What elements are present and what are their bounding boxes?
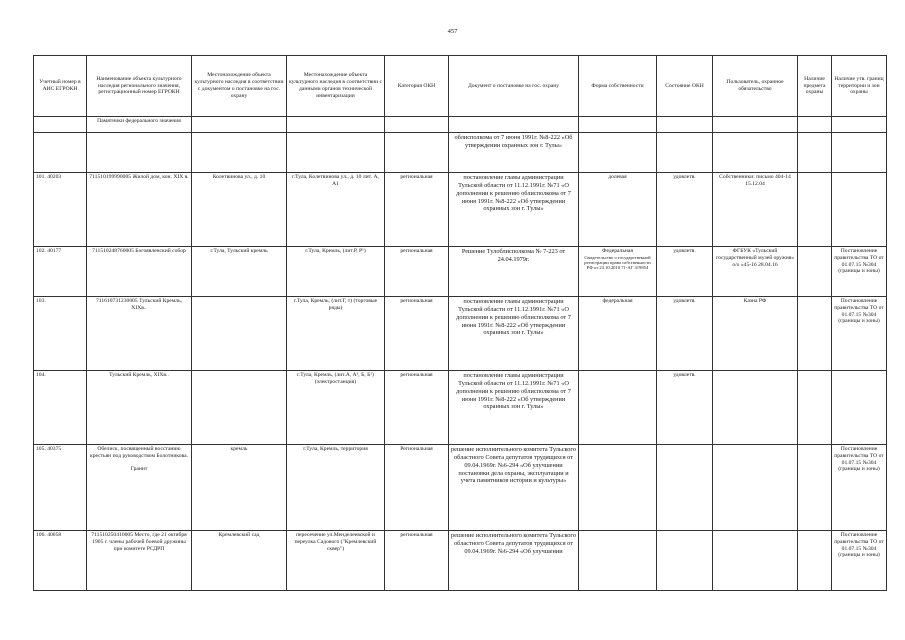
document-cell: постановление главы администрации Тульской области от 11.12.1991г. №71 «О дополнении к решению облисполкома от 7 июня 1991г. №8-222 «Об утверждении охранных зон г. Тулы» — [449, 173, 579, 247]
section-label: Памятники федерального значения — [87, 117, 192, 133]
object-name: Обелиск, посвященный восстанию крестьян под руководством Болотникова. — [89, 446, 188, 459]
table-row: 105. 40375 Обелиск, посвященный восстанию крестьян под руководством Болотникова. Гранит кремль г.Тула, Кремль, территория Региональная решение исполнительного комитета Тульского областного Совета депутатов трудящихся от 09.04.1969г. №6-294 «Об улучшении постановки дела охраны, эксплуатации и учета памятников истории и культуры» Постановление правительства ТО от 01.07.15 №304 (границы и зоны) — [34, 445, 887, 531]
object-name: 711510250410005 Место, где 21 октября 1905 г. члены рабочей боевой дружины при комитете РСДРП — [87, 531, 192, 591]
registration-certificate: Свидетельство о государственной регистрации права собственности РФ от 23.10.2010 71-АГ 319854 — [584, 254, 651, 271]
record-number: 106. 40058 — [34, 531, 87, 591]
document-cell: постановление главы администрации Тульской области от 11.12.1991г. №71 «О дополнении к решению облисполкома от 7 июня 1991г. №8-222 «Об утверждении охранных зон г. Тулы» — [449, 371, 579, 445]
document-cell: облисполкома от 7 июня 1991г. №8-222 «Об утверждении охранных зон г. Тулы» — [449, 133, 579, 173]
header-row — [34, 56, 887, 117]
header-cell: Категория ОКН — [385, 56, 449, 117]
object-name: Тульский Кремль, XIXв.. — [87, 371, 192, 445]
object-name: 711510248760005 Богоявленский собор — [87, 247, 192, 297]
table-row: 102. 40177 711510248760005 Богоявленский собор г.Тула, Тульский кремль г.Тула, Кремль, (лит.Р, Р¹) региональная Решение Тулоблисполкома № 7-223 от 24.04.1979г. Федеральная Свидетельство о государственной регистрации права собственности РФ от 23.10.2010 71-АГ 319854 удовлетв. ФГБУК «Тульский государственный музей оружия» о/о «45-16 28.04.16 Постановление правительства ТО от 01.07.15 №304 (границы и зоны) — [34, 247, 887, 297]
header-cell: Пользователь, охранное обязательство — [713, 56, 798, 117]
header-cell: Наличие предмета охраны — [798, 56, 832, 117]
heritage-register-table — [33, 55, 887, 591]
record-number: 105. 40375 — [34, 445, 87, 531]
document-cell: Решение Тулоблисполкома № 7-223 от 24.04.1979г. — [449, 247, 579, 297]
document-cell: решение исполнительного комитета Тульского областного Совета депутатов трудящихся от 09.04.1969г. №6-294 «Об улучшении постановки дела охраны, эксплуатации и учета памятников истории и культуры» — [449, 445, 579, 531]
header-cell: Наименование объекта культурного наследия регионального значения, регистрационный номер ЕГРОКН — [87, 56, 192, 117]
record-number: 104. — [34, 371, 87, 445]
object-name: 711510199990005 Жилой дом, кон. XIX в. — [87, 173, 192, 247]
table-row: 104. Тульский Кремль, XIXв.. г.Тула, Кремль, (лит.А, А³, Б, Б¹) (электростанция) региональная постановление главы администрации Тульской области от 11.12.1991г. №71 «О дополнении к решению облисполкома от 7 июня 1991г. №8-222 «Об утверждении охранных зон г. Тулы» удовлетв. — [34, 371, 887, 445]
page-number: 457 — [447, 28, 458, 35]
object-name: 711610731230005 Тульский Кремль, XIXв.. — [87, 297, 192, 371]
header-cell: Состояние ОКН — [657, 56, 713, 117]
table-row: 103. 711610731230005 Тульский Кремль, XIXв.. г.Тула, Кремль, (лит.Г, т) (торговые ряды) региональная постановление главы администрации Тульской области от 11.12.1991г. №71 «О дополнении к решению облисполкома от 7 июня 1991г. №8-222 «Об утверждении охранных зон г. Тулы» федеральная удовлетв. Казна РФ Постановление правительства ТО от 01.07.15 №304 (границы и зоны) — [34, 297, 887, 371]
header-cell: Учетный номер в АИС ЕГРОКН — [34, 56, 87, 117]
document-cell: постановление главы администрации Тульской области от 11.12.1991г. №71 «О дополнении к решению облисполкома от 7 июня 1991г. №8-222 «Об утверждении охранных зон г. Тулы» — [449, 297, 579, 371]
table-row — [34, 133, 887, 173]
header-cell: Наличие утв. границ территории и зон охраны — [832, 56, 887, 117]
header-cell: Форма собственности — [579, 56, 657, 117]
table-row: 101. 40203 711510199990005 Жилой дом, кон. XIX в. Колетвинова ул., д. 10 г.Тула, Колетвинова ул., д. 10 лит. А, А1 региональная постановление главы администрации Тульской области от 11.12.1991г. №71 «О дополнении к решению облисполкома от 7 июня 1991г. №8-222 «Об утверждении охранных зон г. Тулы» долевая удовлетв. Собственники: пиcьмо 404-14 15.12.04 — [34, 173, 887, 247]
table-row: 106. 40058 711510250410005 Место, где 21 октября 1905 г. члены рабочей боевой дружины при комитете РСДРП Кремлевский сад пересечение ул.Менделеевской и переулка Садового ("Кремлевский сквер") региональная решение исполнительного комитета Тульского областного Совета депутатов трудящихся от 09.04.1969г. №6-294 «Об улучшении Постановление правительства ТО от 01.07.15 №304 (границы и зоны) — [34, 531, 887, 591]
document-cell: решение исполнительного комитета Тульского областного Совета депутатов трудящихся от 09.04.1969г. №6-294 «Об улучшении — [449, 531, 579, 591]
header-cell: Местонахождение объекта культурного наследия в соответствии с документом о постановке на гос. охрану — [192, 56, 287, 117]
record-number: 103. — [34, 297, 87, 371]
section-row — [34, 117, 887, 133]
record-number: 101. 40203 — [34, 173, 87, 247]
header-cell: Документ о постановке на гос. охрану — [449, 56, 579, 117]
header-cell: Местонахождение объекта культурного наследия в соответствии с данными органов технической инвентаризации — [287, 56, 385, 117]
record-number: 102. 40177 — [34, 247, 87, 297]
material-note: Гранит — [130, 465, 148, 472]
